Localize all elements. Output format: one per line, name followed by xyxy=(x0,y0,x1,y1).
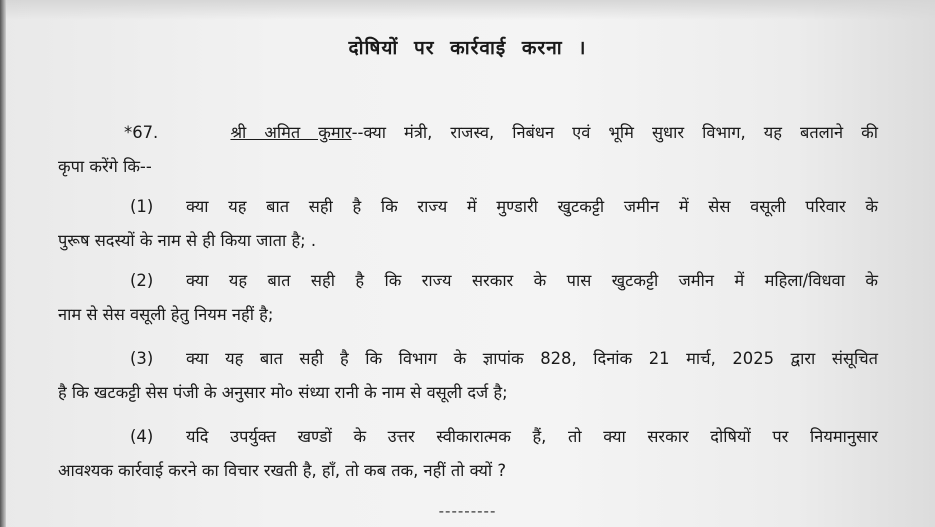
item-3-line-1 xyxy=(58,342,878,376)
end-separator: --------- xyxy=(438,502,497,520)
item-2-text: क्या यह बात सही है कि राज्य सरकार के पास खुटकट्टी जमीन में महिला/विधवा के xyxy=(186,271,878,290)
question-item-1 xyxy=(58,190,878,258)
item-2-line-1 xyxy=(58,264,878,298)
item-4-line-2: आवश्यक कार्रवाई करने का विचार रखती है, हाँ, तो कब तक, नहीं तो क्यों ? xyxy=(58,461,507,480)
question-intro xyxy=(58,116,878,184)
item-4-label: (4) xyxy=(130,427,154,446)
question-intro-line-1 xyxy=(58,116,878,150)
item-1-line-2: पुरूष सदस्यों के नाम से ही किया जाता है; . xyxy=(58,231,317,250)
question-item-2 xyxy=(58,264,878,332)
question-intro-line-2: कृपा करेंगे कि-- xyxy=(58,157,152,176)
question-item-3 xyxy=(58,342,878,410)
member-name: श्री अमित कुमार xyxy=(230,123,352,142)
item-3-line-2: है कि खटकट्टी सेस पंजी के अनुसार मो० संध्या रानी के नाम से वसूली दर्ज है; xyxy=(58,383,508,402)
item-4-text: यदि उपर्युक्त खण्डों के उत्तर स्वीकारात्मक हैं, तो क्या सरकार दोषियों पर नियमानुसार xyxy=(186,427,878,446)
document-title: दोषियों पर कार्रवाई करना । xyxy=(348,37,587,59)
item-1-label: (1) xyxy=(130,197,154,216)
item-4-line-1 xyxy=(58,420,878,454)
item-1-line-1 xyxy=(58,190,878,224)
item-1-text: क्या यह बात सही है कि राज्य में मुण्डारी खुटकट्टी जमीन में सेस वसूली परिवार के xyxy=(186,197,878,216)
item-3-text: क्या यह बात सही है कि विभाग के ज्ञापांक 828, दिनांक 21 मार्च, 2025 द्वारा संसूचित xyxy=(186,349,878,368)
item-3-label: (3) xyxy=(130,349,154,368)
page-edge xyxy=(0,0,6,527)
item-2-line-2: नाम से सेस वसूली हेतु नियम नहीं है; xyxy=(58,305,274,324)
item-2-label: (2) xyxy=(130,271,154,290)
question-number: *67. xyxy=(124,123,159,142)
question-item-4 xyxy=(58,420,878,488)
question-intro-text: --क्या मंत्री, राजस्व, निबंधन एवं भूमि सुधार विभाग, यह बतलाने की xyxy=(351,123,878,142)
